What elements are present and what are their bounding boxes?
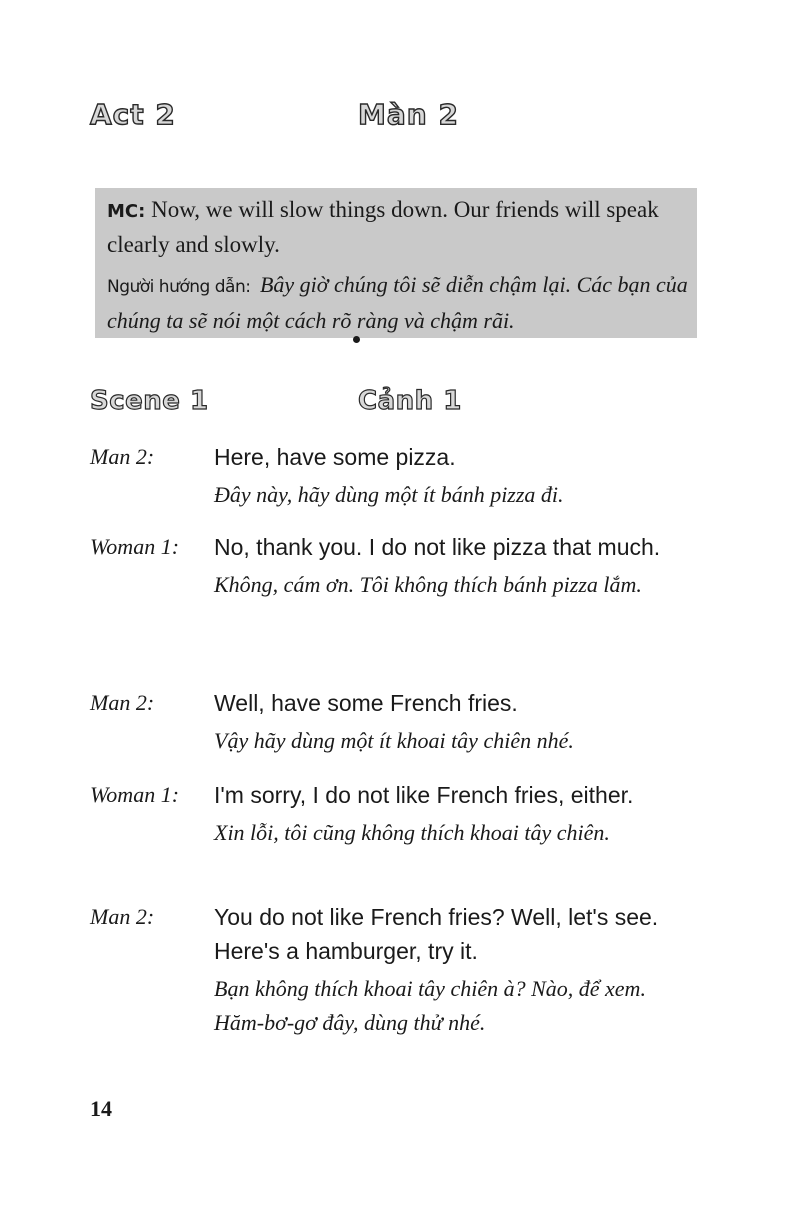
dialogue-line [90, 686, 700, 758]
english-line: Here, have some pizza. [214, 444, 456, 470]
act-heading-vi: Màn 2 [358, 98, 459, 131]
mc-english-text [107, 193, 689, 261]
act-heading-en: Act 2 [90, 98, 176, 131]
scene-heading-en: Scene 1 [90, 386, 209, 416]
speaker-label: Man 2: [90, 690, 155, 715]
vietnamese-translation: Bạn không thích khoai tây chiên à? Nào, để xem. Hăm-bơ-gơ đây, dùng thử nhé. [214, 976, 646, 1035]
dialogue-line [90, 530, 700, 602]
speaker-label: Man 2: [90, 904, 155, 929]
bullet-dot [353, 336, 360, 343]
english-line: Well, have some French fries. [214, 690, 518, 716]
dialogue-line [90, 900, 700, 1040]
vietnamese-translation: Xin lỗi, tôi cũng không thích khoai tây chiên. [214, 820, 610, 845]
mc-vietnamese-sentence: Bây giờ chúng tôi sẽ diễn chậm lại. Các bạn của chúng ta sẽ nói một cách rõ ràng và chậm rãi. [107, 272, 688, 333]
speaker-label: Woman 1: [90, 534, 180, 559]
dialogue-text-block [214, 440, 700, 512]
dialogue-line [90, 440, 700, 512]
dialogue-text-block [214, 900, 700, 1040]
mc-english-sentence: Now, we will slow things down. Our friends will speak clearly and slowly. [107, 197, 659, 257]
speaker-label: Woman 1: [90, 782, 180, 807]
mc-label: MC: [107, 201, 146, 222]
dialogue-text-block [214, 530, 700, 602]
english-line: No, thank you. I do not like pizza that much. [214, 534, 661, 560]
dialogue-text-block [214, 686, 700, 758]
vietnamese-translation: Đây này, hãy dùng một ít bánh pizza đi. [214, 482, 564, 507]
scene-heading-vi: Cảnh 1 [358, 386, 462, 416]
english-line: I'm sorry, I do not like French fries, either. [214, 782, 634, 808]
mc-vietnamese-label: Người hướng dẫn: [107, 277, 251, 297]
vietnamese-translation: Vậy hãy dùng một ít khoai tây chiên nhé. [214, 728, 574, 753]
mc-callout-box [95, 188, 697, 338]
english-line: You do not like French fries? Well, let's see. Here's a hamburger, try it. [214, 904, 659, 964]
dialogue-line [90, 778, 700, 850]
mc-vietnamese-text [107, 268, 689, 337]
vietnamese-translation: Không, cám ơn. Tôi không thích bánh pizza lắm. [214, 572, 642, 597]
speaker-label: Man 2: [90, 444, 155, 469]
dialogue-text-block [214, 778, 700, 850]
page-number: 14 [90, 1096, 112, 1121]
